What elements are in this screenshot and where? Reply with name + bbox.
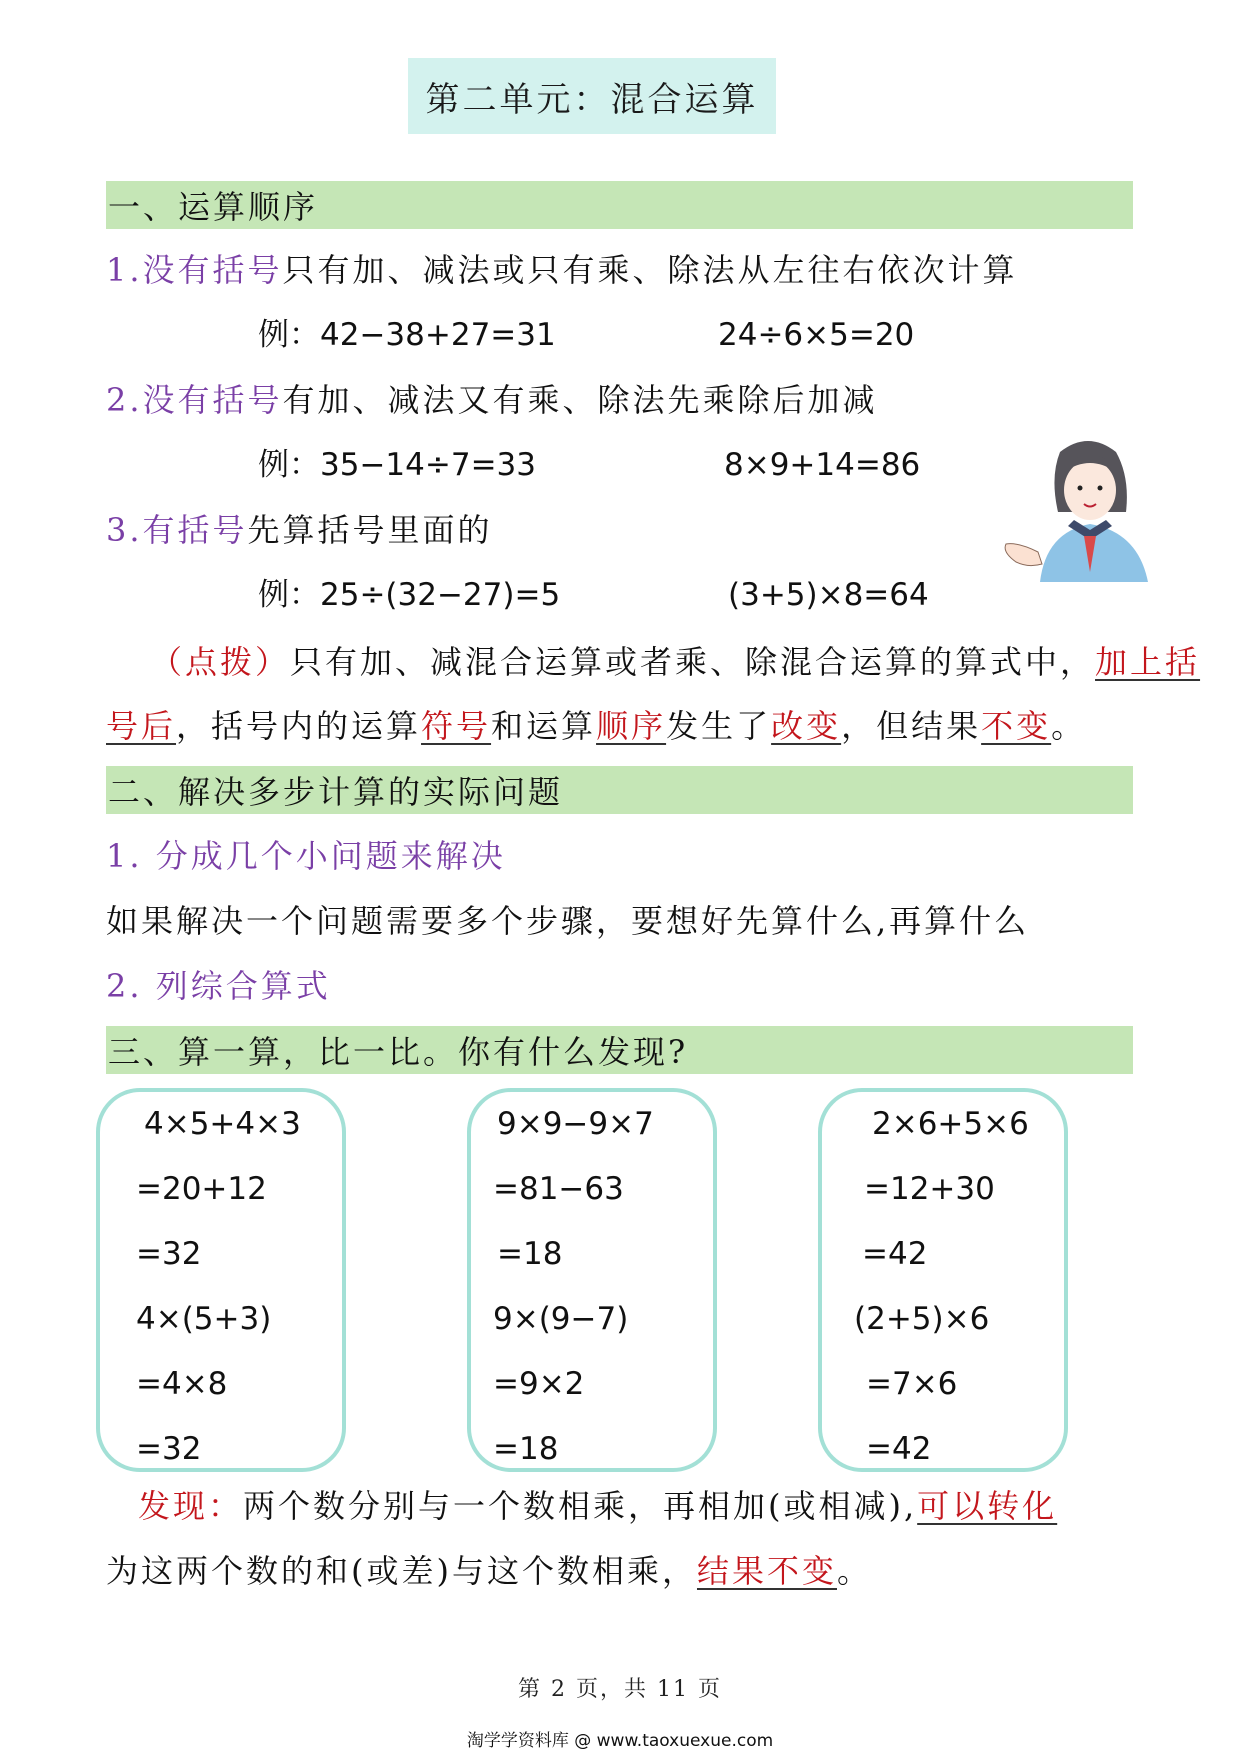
finding-line-2: 为这两个数的和(或差)与这个数相乘，结果不变。 [106,1552,873,1590]
rule-3-key: 3.有括号 [106,511,248,549]
rule-2-example-1: 例：35−14÷7=33 [258,447,536,483]
rule-1-key: 1.没有括号 [106,251,283,289]
page-number: 第 2 页，共 11 页 [518,1677,722,1702]
rule-3-text: 先算括号里面的 [247,511,493,549]
rule-1-example-1: 例：42−38+27=31 [258,317,556,353]
rule-1-text: 只有加、减法或只有乘、除法从左往右依次计算 [282,251,1018,289]
calc-line: =20+12 [136,1171,267,1207]
calc-line: =42 [862,1236,928,1272]
calc-line: 9×9−9×7 [497,1106,654,1142]
calc-line: =4×8 [136,1366,228,1402]
calc-line: =12+30 [864,1171,995,1207]
rule-2-key: 2.没有括号 [106,381,283,419]
calc-line: 4×(5+3) [136,1301,272,1337]
rule-2-text: 有加、减法又有乘、除法先乘除后加减 [282,381,878,419]
calc-line: (2+5)×6 [854,1301,990,1337]
watermark-site: 淘学学资料库 @ www.taoxuexue.com [466,1731,774,1751]
calc-line: =9×2 [493,1366,585,1402]
rule-2 [106,380,878,420]
subsection-1-body: 如果解决一个问题需要多个步骤，要想好先算什么,再算什么 [106,902,1030,940]
section-heading-1: 一、运算顺序 [106,181,1133,229]
rule-3-example-1: 例：25÷(32−27)=5 [258,577,561,613]
tip-highlight: 加上括 [1095,643,1201,681]
calc-line: =7×6 [866,1366,958,1402]
rule-2-example-2: 8×9+14=86 [724,447,921,483]
section-heading-2: 二、解决多步计算的实际问题 [106,766,1133,814]
finding-line-1: 发现：两个数分别与一个数相乘，再相加(或相减),可以转化 [138,1487,1058,1525]
finding-label: 发现： [138,1487,244,1525]
rule-3 [106,510,493,550]
subsection-1-title: 1. 分成几个小问题来解决 [106,837,506,875]
tip-line-2: 号后，括号内的运算符号和运算顺序发生了改变，但结果不变。 [106,707,1087,745]
calc-line: 9×(9−7) [493,1301,629,1337]
calc-line: =18 [493,1431,559,1467]
page-title: 第二单元：混合运算 [408,58,776,134]
calc-box-3 [818,1088,1068,1472]
tip-label: （点拨） [150,643,291,681]
calc-line: =81−63 [493,1171,624,1207]
calc-line: =32 [136,1431,202,1467]
girl-student-illustration [998,432,1164,582]
girl-icon [998,432,1164,582]
calc-box-2 [467,1088,717,1472]
calc-line: 2×6+5×6 [872,1106,1029,1142]
tip-line-1: （点拨）只有加、减混合运算或者乘、除混合运算的算式中，加上括 [150,643,1201,681]
rule-3-example-2: (3+5)×8=64 [728,577,929,613]
calc-line: =32 [136,1236,202,1272]
calc-line: 4×5+4×3 [144,1106,301,1142]
calc-line: =42 [866,1431,932,1467]
rule-1 [106,250,1018,290]
calc-line: =18 [497,1236,563,1272]
calc-box-1 [96,1088,346,1472]
section-heading-3: 三、算一算，比一比。你有什么发现? [106,1026,1133,1074]
rule-1-example-2: 24÷6×5=20 [718,317,915,353]
subsection-2-title: 2. 列综合算式 [106,967,331,1005]
